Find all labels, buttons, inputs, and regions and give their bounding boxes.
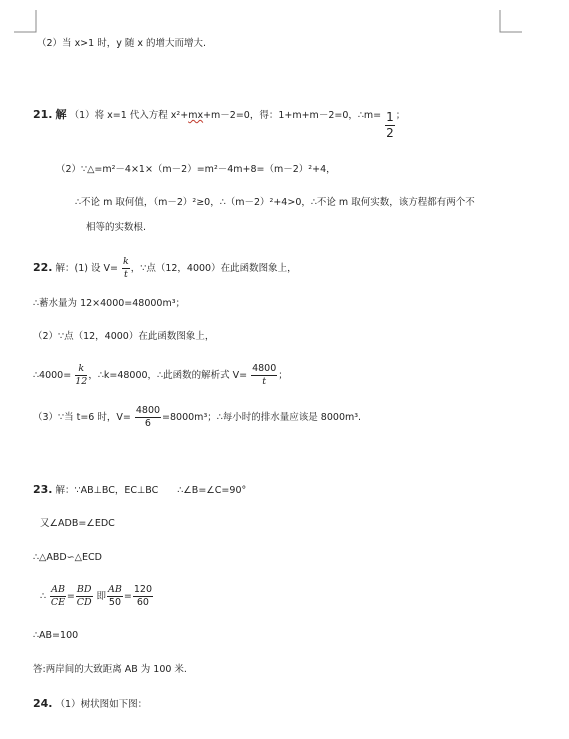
q21-conclusion-text: ∴不论 m 取何值，（m－2）²≥0，∴（m－2）²+4>0，∴不论 m 取何实数，该方程都有两个不 <box>75 197 475 208</box>
q21-part1-end: ； <box>395 110 406 121</box>
q21-fraction-numerator: 1 <box>386 110 394 124</box>
q23-namely: 即 <box>96 591 107 602</box>
q21-line4 <box>86 221 146 235</box>
q23-f1-denominator: CE <box>50 597 66 608</box>
q21-conclusion-cont: 相等的实数根. <box>86 222 147 233</box>
q23-equals-2: = <box>123 591 132 602</box>
q23-line1 <box>33 483 246 498</box>
q21-line1 <box>33 100 406 140</box>
q23-f1-numerator: AB <box>51 584 65 595</box>
q23-equals-1: = <box>66 591 75 602</box>
q23-angle-text: 又∠ADB=∠EDC <box>40 518 115 529</box>
q23-line3 <box>33 551 102 565</box>
q20-part2 <box>37 37 206 51</box>
q21-fraction-denominator: 2 <box>386 126 394 140</box>
q23-f4-numerator: 120 <box>133 584 152 595</box>
q24-number: 24. <box>33 697 53 710</box>
q23-line4 <box>40 584 154 609</box>
q22-fraction3-numerator: 4800 <box>252 363 277 374</box>
q22-part2-text: （2）∵点（12，4000）在此函数图象上， <box>33 331 215 342</box>
q22-line3 <box>33 330 214 344</box>
q22-line4 <box>33 363 288 388</box>
q22-part3-text-cont: =8000m³；∴每小时的排水量应该是 8000m³. <box>162 412 362 423</box>
corner-mark-right <box>494 10 524 38</box>
q21-part2-text: （2）∵△=m²－4×1×（m－2）=m²－4m+8=（m－2）²+4， <box>56 164 336 175</box>
q22-fraction-4800-over-6 <box>135 405 161 430</box>
q22-part2-eq-mid: ，∴k=48000，∴此函数的解析式 V= <box>88 370 248 381</box>
q22-part2-eq-end: ； <box>278 370 288 381</box>
q22-fraction-denominator: t <box>124 269 128 280</box>
q21-part1-text-cont: +m－2=0，得：1+m+m－2=0，∴m= <box>203 110 382 121</box>
q21-fraction <box>385 110 395 141</box>
q22-fraction-k-over-t <box>122 256 130 281</box>
q21-number: 21. <box>33 108 53 121</box>
q23-line5 <box>33 629 78 643</box>
q23-fraction-bd-cd <box>76 584 93 609</box>
q23-line6 <box>33 663 187 677</box>
q22-line1 <box>33 256 297 281</box>
q21-part1-text: （1）将 x=1 代入方程 x²+ <box>69 110 189 121</box>
q21-line2 <box>56 163 336 177</box>
q23-fraction-ab-50 <box>107 584 123 609</box>
q23-answer-text: 答:两岸间的大致距离 AB 为 100 米. <box>33 664 187 675</box>
q21-line3 <box>75 196 475 210</box>
q22-line2 <box>33 297 185 311</box>
q22-fraction2-denominator: 12 <box>75 376 88 387</box>
q23-fraction-ab-ce <box>50 584 66 609</box>
q23-therefore: ∴ <box>40 591 47 602</box>
corner-mark-left <box>14 10 44 38</box>
q22-fraction-numerator: k <box>123 256 129 267</box>
q23-result-text: ∴AB=100 <box>33 630 79 641</box>
q22-fraction4-numerator: 4800 <box>135 405 161 416</box>
q23-f2-numerator: BD <box>76 584 92 595</box>
q23-f4-denominator: 60 <box>136 597 149 608</box>
q21-wavy-term: mx <box>188 110 204 121</box>
q23-line2 <box>40 517 115 531</box>
q23-f2-denominator: CD <box>76 597 92 608</box>
q23-number: 23. <box>33 483 53 496</box>
q22-part3-text: （3）∵当 t=6 时，V= <box>33 412 131 423</box>
q22-number: 22. <box>33 261 53 274</box>
q22-part1-text-cont: ，∵点（12，4000）在此函数图象上， <box>130 263 297 274</box>
q22-line5 <box>33 405 361 430</box>
q22-part2-eq-start: ∴4000= <box>33 370 72 381</box>
q23-similar-text: ∴△ABD∽△ECD <box>33 552 102 563</box>
q22-part1-text: 解：(1) 设 V= <box>55 263 118 274</box>
q22-fraction-4800-over-t <box>251 363 277 388</box>
q22-fraction-k-over-12 <box>75 363 87 388</box>
q24-line1 <box>33 697 147 712</box>
q23-f3-numerator: AB <box>108 584 122 595</box>
q21-solution-label: 解 <box>55 108 67 121</box>
q24-part1-text: （1）树状图如下图： <box>55 699 148 710</box>
q23-fraction-120-60 <box>133 584 153 609</box>
q20-part2-text: （2）当 x>1 时，y 随 x 的增大而增大. <box>37 38 207 49</box>
q23-f3-denominator: 50 <box>108 597 122 608</box>
q23-given-text: 解：∵AB⊥BC，EC⊥BC ∴∠B=∠C=90° <box>55 485 247 496</box>
q22-volume-text: ∴蓄水量为 12×4000=48000m³； <box>33 298 186 309</box>
q22-fraction4-denominator: 6 <box>144 418 151 429</box>
q22-fraction2-numerator: k <box>75 363 87 376</box>
q22-fraction3-denominator: t <box>262 376 267 387</box>
